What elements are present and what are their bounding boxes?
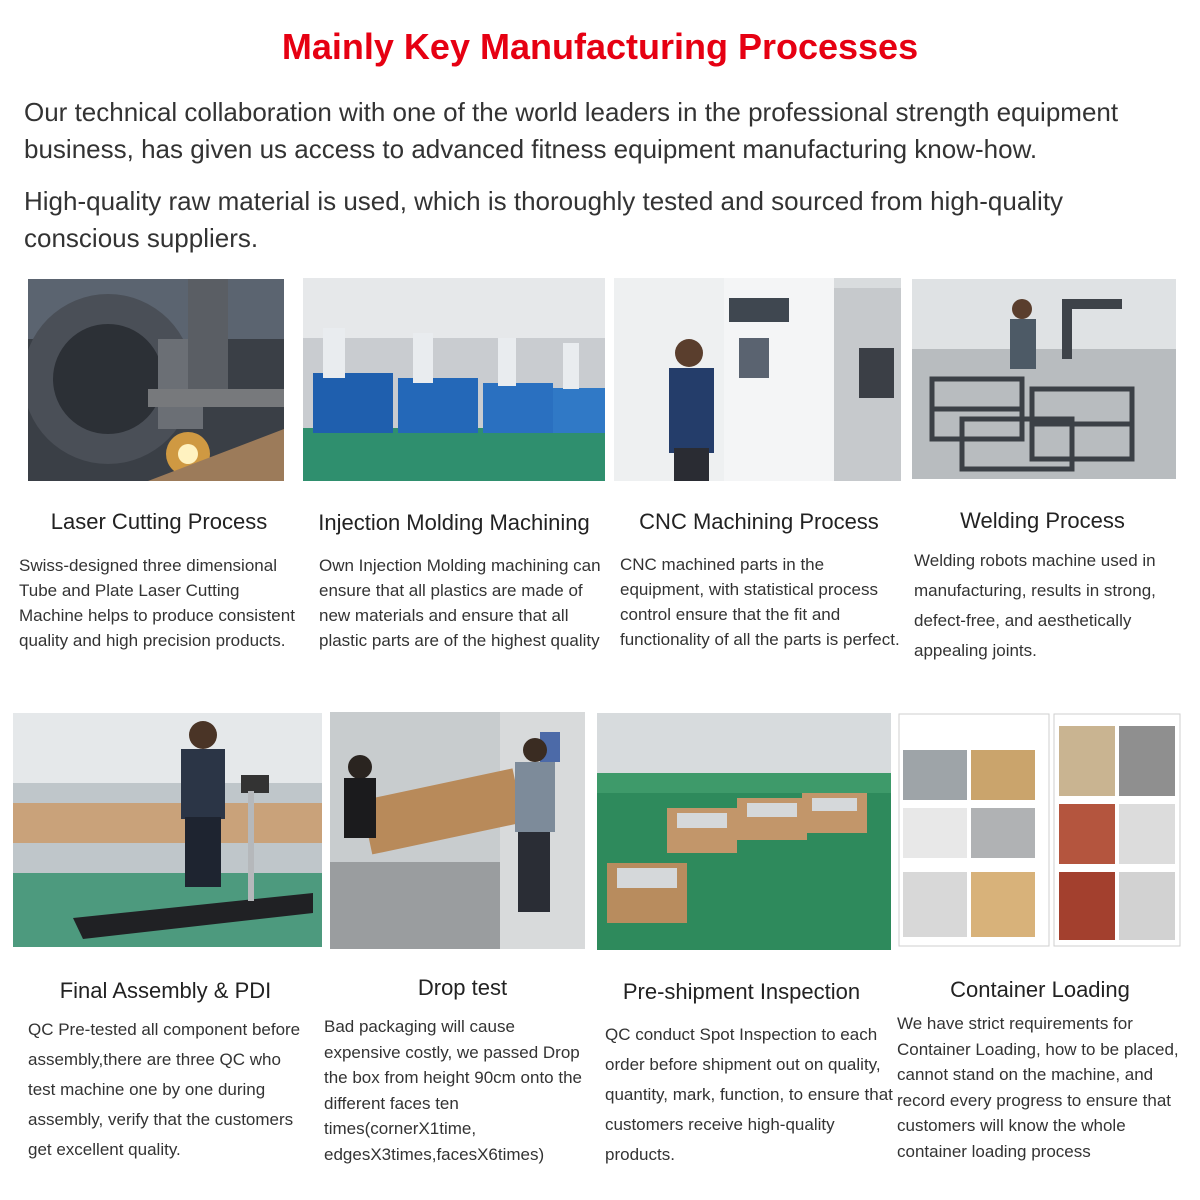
cnc-machining-description: CNC machined parts in the equipment, with statistical process control ensure that the fit and functionality of all the parts is perfect. (620, 555, 900, 649)
final-assembly-description: QC Pre-tested all component before assembly,there are three QC who test machine one by one during assembly, verify that the customers get excellent quality. (28, 1020, 301, 1159)
drop-test-photo (330, 712, 585, 949)
cnc-machining-photo (614, 278, 901, 481)
welding-description: Welding robots machine used in manufacturing, results in strong, defect-free, and aesthetically appealing joints. (914, 551, 1156, 660)
welding-photo (912, 279, 1176, 479)
welding-heading: Welding Process (960, 508, 1125, 533)
laser-cutting-photo (28, 279, 284, 481)
injection-molding-description: Own Injection Molding machining can ensure that all plastics are made of new materials and ensure that all plastic parts are of the highest quality (319, 556, 601, 650)
cnc-machining-heading: CNC Machining Process (639, 509, 879, 534)
laser-cutting-heading: Laser Cutting Process (50, 509, 268, 534)
drop-test-description: Bad packaging will cause expensive costly, we passed Drop the box from height 90cm onto the different faces ten times(cornerX1time, edgesX3times,facesX6times) (324, 1017, 582, 1164)
pre-shipment-heading: Pre-shipment Inspection (622, 979, 861, 1004)
container-loading-photo (897, 712, 1182, 950)
final-assembly-heading: Final Assembly & PDI (59, 978, 272, 1003)
pre-shipment-description: QC conduct Spot Inspection to each order before shipment out on quality, quantity, mark, function, to ensure that customers receive high-quality products. (605, 1025, 893, 1164)
page-title: Mainly Key Manufacturing Processes (281, 26, 919, 67)
container-loading-heading: Container Loading (950, 977, 1130, 1002)
container-loading-description: We have strict requirements for Container Loading, how to be placed, cannot stand on the machine, and record every progress to ensure that customers will know the whole container loading process (897, 1014, 1179, 1161)
drop-test-heading: Drop test (417, 975, 508, 1000)
final-assembly-photo (13, 713, 322, 947)
intro-paragraph-collaboration: Our technical collaboration with one of the world leaders in the professional strength equipment business, has given us access to advanced fitness equipment manufacturing know-how. (24, 97, 1119, 164)
injection-molding-heading: Injection Molding Machining (318, 510, 590, 535)
intro-paragraph-raw-material: High-quality raw material is used, which is thoroughly tested and sourced from high-quality conscious suppliers. (24, 186, 1064, 253)
injection-molding-photo (303, 278, 605, 481)
laser-cutting-description: Swiss-designed three dimensional Tube and Plate Laser Cutting Machine helps to produce consistent quality and high precision products. (19, 556, 295, 650)
pre-shipment-photo (597, 713, 891, 950)
